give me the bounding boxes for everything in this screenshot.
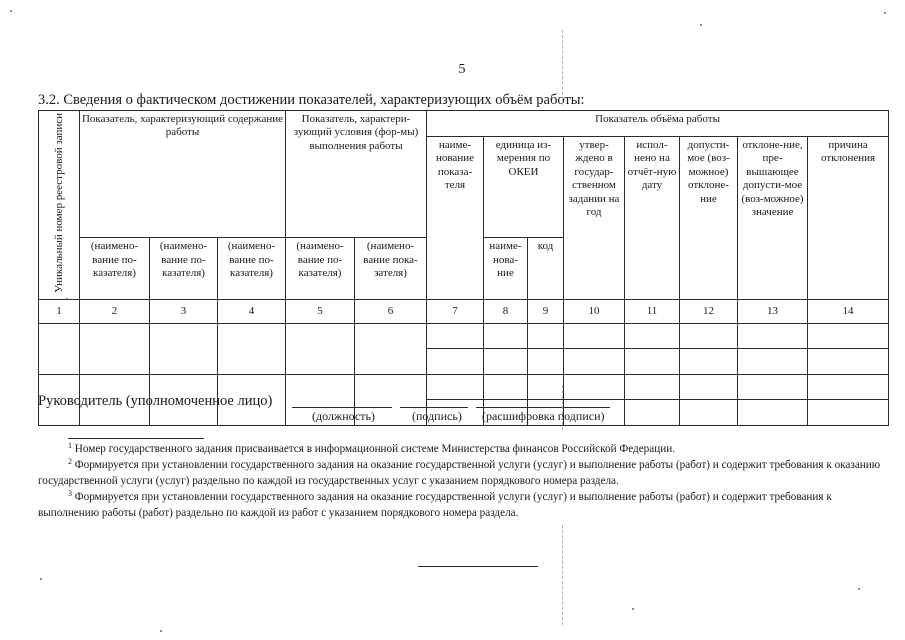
data-cell[interactable] xyxy=(808,324,889,349)
column-number: 9 xyxy=(528,300,564,324)
data-cell[interactable] xyxy=(680,349,738,375)
header-allowed-deviation: допусти-мое (воз-можное) отклоне-ние xyxy=(680,137,738,300)
conditions-sub-1: (наимено-вание по-казателя) xyxy=(286,238,355,300)
column-number: 1 xyxy=(39,300,80,324)
position-caption: (должность) xyxy=(312,409,375,423)
data-cell[interactable] xyxy=(564,375,625,400)
footnote-3-mark: 3 xyxy=(68,489,72,498)
data-cell[interactable] xyxy=(484,324,528,349)
signature-line[interactable] xyxy=(400,407,468,408)
footnote-1-text: Номер государственного задания присваивается в информационной системе Министерства финансов Российской Федерации. xyxy=(74,443,675,455)
data-cell[interactable] xyxy=(218,324,286,375)
data-cell[interactable] xyxy=(528,324,564,349)
header-row-1 xyxy=(39,111,889,137)
data-cell[interactable] xyxy=(738,349,808,375)
column-number: 13 xyxy=(738,300,808,324)
scan-speck xyxy=(160,630,162,632)
data-cell[interactable] xyxy=(625,349,680,375)
data-cell[interactable] xyxy=(484,349,528,375)
scan-speck xyxy=(858,588,860,590)
footnote-3 xyxy=(38,490,890,521)
data-cell[interactable] xyxy=(39,324,80,375)
data-cell[interactable] xyxy=(528,349,564,375)
column-number: 2 xyxy=(80,300,150,324)
scan-speck xyxy=(10,10,12,12)
data-cell[interactable] xyxy=(625,375,680,400)
data-cell[interactable] xyxy=(427,324,484,349)
data-cell[interactable] xyxy=(355,324,427,375)
data-cell[interactable] xyxy=(738,375,808,400)
header-reason: причина отклонения xyxy=(808,137,889,300)
data-cell[interactable] xyxy=(150,324,218,375)
column-number: 6 xyxy=(355,300,427,324)
decoding-line[interactable] xyxy=(476,407,610,408)
data-cell[interactable] xyxy=(528,375,564,400)
header-conditions-group: Показатель, характери-зующий условия (фор-мы) выполнения работы xyxy=(286,111,427,238)
content-sub-2: (наимено-вание по-казателя) xyxy=(150,238,218,300)
column-number: 4 xyxy=(218,300,286,324)
header-unique-number xyxy=(39,111,80,300)
column-number: 11 xyxy=(625,300,680,324)
footnote-2 xyxy=(38,458,890,489)
content-sub-3: (наимено-вание по-казателя) xyxy=(218,238,286,300)
column-number: 10 xyxy=(564,300,625,324)
table-row xyxy=(39,324,889,349)
fold-line-artifact xyxy=(562,525,563,625)
position-line[interactable] xyxy=(292,407,392,408)
header-approved: утвер-ждено в государ-ственном задании на год xyxy=(564,137,625,300)
scan-speck xyxy=(632,608,634,610)
footnote-1 xyxy=(68,442,888,458)
footnote-separator xyxy=(68,438,204,439)
content-sub-1: (наимено-вание по-казателя) xyxy=(80,238,150,300)
bottom-rule xyxy=(418,566,538,567)
conditions-sub-2: (наимено-вание пока-зателя) xyxy=(355,238,427,300)
column-number: 14 xyxy=(808,300,889,324)
column-number: 7 xyxy=(427,300,484,324)
data-cell[interactable] xyxy=(286,324,355,375)
data-cell[interactable] xyxy=(680,324,738,349)
scan-speck xyxy=(40,578,42,580)
signature-caption: (подпись) xyxy=(412,409,462,423)
header-content-group: Показатель, характеризующий содержание работы xyxy=(80,111,286,238)
header-exceeding-deviation: отклоне-ние, пре-вышающее допусти-мое (воз-можное) значение xyxy=(738,137,808,300)
data-cell[interactable] xyxy=(427,349,484,375)
data-cell[interactable] xyxy=(427,375,484,400)
header-unique-number-text: Уникальный номер реестровой записи xyxy=(52,113,65,293)
column-number-row xyxy=(39,300,889,324)
data-cell[interactable] xyxy=(625,324,680,349)
data-cell[interactable] xyxy=(80,324,150,375)
data-cell[interactable] xyxy=(808,400,889,426)
data-cell[interactable] xyxy=(680,400,738,426)
column-number: 3 xyxy=(150,300,218,324)
scan-speck xyxy=(884,12,886,14)
header-volume-group: Показатель объёма работы xyxy=(427,111,889,137)
data-cell[interactable] xyxy=(738,400,808,426)
decoding-caption: (расшифровка подписи) xyxy=(482,409,605,423)
data-cell[interactable] xyxy=(564,349,625,375)
unit-name-header: наиме-нова-ние xyxy=(484,238,528,300)
footnote-2-text: Формируется при установлении государственного задания на оказание государственной услуги (услуг) и выполнение работы (работ) и содержит требования к оказанию государственной услуги (услуг) раздельно по каждой из государственных услуг с указанием порядкового номера раздела. xyxy=(38,459,881,487)
data-cell[interactable] xyxy=(808,375,889,400)
column-number: 5 xyxy=(286,300,355,324)
data-cell[interactable] xyxy=(680,375,738,400)
scan-speck xyxy=(66,298,68,300)
header-executed: испол-нено на отчёт-ную дату xyxy=(625,137,680,300)
fold-line-artifact xyxy=(562,385,563,430)
page-number: 5 xyxy=(458,62,466,77)
data-cell[interactable] xyxy=(738,324,808,349)
data-cell[interactable] xyxy=(625,400,680,426)
footnote-2-mark: 2 xyxy=(68,457,72,466)
unit-code-header: код xyxy=(528,238,564,300)
column-number: 12 xyxy=(680,300,738,324)
header-unit: единица из-мерения по ОКЕИ xyxy=(484,137,564,238)
data-cell[interactable] xyxy=(484,375,528,400)
fold-line-artifact xyxy=(562,30,563,105)
column-number: 8 xyxy=(484,300,528,324)
footnote-3-text: Формируется при установлении государственного задания на оказание государственной услуги (услуг) и выполнение работы (работ) и содержит требования к выполнению работы (работ) раздельно по каждой из работ с указанием порядкового номера раздела. xyxy=(38,491,832,519)
header-indicator-name: наиме-нование показа-теля xyxy=(427,137,484,300)
scan-speck xyxy=(700,24,702,26)
data-cell[interactable] xyxy=(808,349,889,375)
data-cell[interactable] xyxy=(564,324,625,349)
section-title: 3.2. Сведения о фактическом достижении показателей, характеризующих объём работы: xyxy=(38,92,585,108)
actual-volume-table xyxy=(38,110,889,426)
signature-label: Руководитель (уполномоченное лицо) xyxy=(38,393,273,409)
footnote-1-mark: 1 xyxy=(68,441,72,450)
